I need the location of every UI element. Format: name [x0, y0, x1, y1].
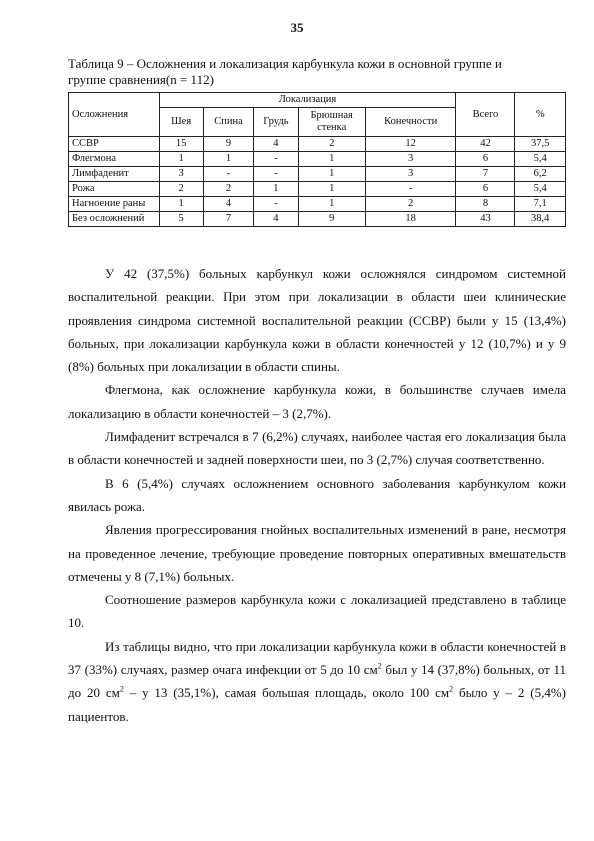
cell-total: 8	[456, 197, 515, 212]
cell-neck: 3	[159, 167, 203, 182]
cell-back: -	[203, 167, 254, 182]
cell-abdomen: 1	[298, 197, 365, 212]
cell-limbs: -	[365, 182, 456, 197]
text-span: было у – 2 (5,4%) пациентов.	[68, 685, 566, 724]
cell-percent: 6,2	[515, 167, 566, 182]
body-text	[68, 262, 566, 728]
cell-neck: 15	[159, 137, 203, 152]
cell-back: 4	[203, 197, 254, 212]
cell-chest: 4	[254, 212, 298, 227]
header-total: Всего	[456, 93, 515, 137]
header-back: Спина	[203, 108, 254, 137]
header-percent: %	[515, 93, 566, 137]
header-abdomen: Брюшная стенка	[298, 108, 365, 137]
header-chest: Грудь	[254, 108, 298, 137]
complications-table	[68, 92, 566, 227]
cell-percent: 38,4	[515, 212, 566, 227]
cell-limbs: 3	[365, 167, 456, 182]
table-row	[69, 182, 566, 197]
cell-limbs: 2	[365, 197, 456, 212]
paragraph: Лимфаденит встречался в 7 (6,2%) случаях, наиболее частая его локализация была в области конечностей и задней поверхности шеи, по 3 (2,7%) случая соответственно.	[68, 429, 566, 468]
cell-abdomen: 1	[298, 152, 365, 167]
text-span: был у 14 (37,8%) больных, от 11 до 20 см	[68, 662, 566, 701]
cell-total: 7	[456, 167, 515, 182]
cell-back: 1	[203, 152, 254, 167]
cell-abdomen: 1	[298, 182, 365, 197]
cell-percent: 37,5	[515, 137, 566, 152]
cell-neck: 5	[159, 212, 203, 227]
superscript: 2	[119, 685, 124, 695]
cell-chest: -	[254, 167, 298, 182]
paragraph: В 6 (5,4%) случаях осложнением основного заболевания карбункулом кожи явилась рожа.	[68, 475, 566, 514]
cell-percent: 7,1	[515, 197, 566, 212]
cell-neck: 2	[159, 182, 203, 197]
cell-abdomen: 2	[298, 137, 365, 152]
cell-chest: -	[254, 152, 298, 167]
row-name: Рожа	[69, 182, 160, 197]
superscript: 2	[377, 661, 382, 671]
cell-percent: 5,4	[515, 152, 566, 167]
cell-chest: 4	[254, 137, 298, 152]
row-name: Без осложнений	[69, 212, 160, 227]
table-caption: Таблица 9 – Осложнения и локализация карбункула кожи в основной группе и группе сравнения(n = 112)	[68, 56, 502, 87]
cell-percent: 5,4	[515, 182, 566, 197]
cell-limbs: 3	[365, 152, 456, 167]
header-complications: Осложнения	[69, 93, 160, 137]
cell-abdomen: 1	[298, 167, 365, 182]
superscript: 2	[449, 685, 454, 695]
cell-limbs: 18	[365, 212, 456, 227]
table-row	[69, 137, 566, 152]
cell-back: 7	[203, 212, 254, 227]
cell-total: 6	[456, 152, 515, 167]
text-span: – у 13 (35,1%), самая большая площадь, около 100 см	[123, 685, 450, 701]
header-localization: Локализация	[159, 93, 456, 108]
cell-total: 43	[456, 212, 515, 227]
table-row	[69, 212, 566, 227]
paragraph: У 42 (37,5%) больных карбункул кожи осложнялся синдромом системной воспалительной реакции. При этом при локализации в области шеи клинические проявления синдрома системной воспалительной реакции (ССВР) были у 15 (13,4%) больных, при локализации карбункула кожи в области конечностей у 12 (10,7%) и у 9 (8%) больных при локализации в области спины.	[68, 266, 566, 375]
page-number: 35	[290, 20, 304, 35]
table-header-row	[69, 93, 566, 108]
cell-abdomen: 9	[298, 212, 365, 227]
cell-total: 6	[456, 182, 515, 197]
table-row	[69, 167, 566, 182]
row-name: ССВР	[69, 137, 160, 152]
cell-total: 42	[456, 137, 515, 152]
cell-back: 2	[203, 182, 254, 197]
row-name: Нагноение раны	[69, 197, 160, 212]
row-name: Лимфаденит	[69, 167, 160, 182]
header-limbs: Конечности	[365, 108, 456, 137]
table-row	[69, 152, 566, 167]
paragraph: Соотношение размеров карбункула кожи с локализацией представлено в таблице 10.	[68, 592, 566, 631]
row-name: Флегмона	[69, 152, 160, 167]
paragraph	[68, 635, 566, 728]
cell-chest: 1	[254, 182, 298, 197]
paragraph: Флегмона, как осложнение карбункула кожи, в большинстве случаев имела локализацию в области конечностей – 3 (2,7%).	[68, 382, 566, 421]
cell-back: 9	[203, 137, 254, 152]
text-span: Из таблицы видно, что при локализации карбункула кожи в области конечностей в 37 (33%) случаях, размер очага инфекции от 5 до 10 см	[68, 638, 566, 678]
paragraph: Явления прогрессирования гнойных воспалительных изменений в ране, несмотря на проведенное лечение, требующие проведение повторных оперативных вмешательств отмечены у 8 (7,1%) больных.	[68, 522, 566, 584]
header-neck: Шея	[159, 108, 203, 137]
cell-limbs: 12	[365, 137, 456, 152]
cell-neck: 1	[159, 197, 203, 212]
table-row	[69, 197, 566, 212]
cell-neck: 1	[159, 152, 203, 167]
cell-chest: -	[254, 197, 298, 212]
